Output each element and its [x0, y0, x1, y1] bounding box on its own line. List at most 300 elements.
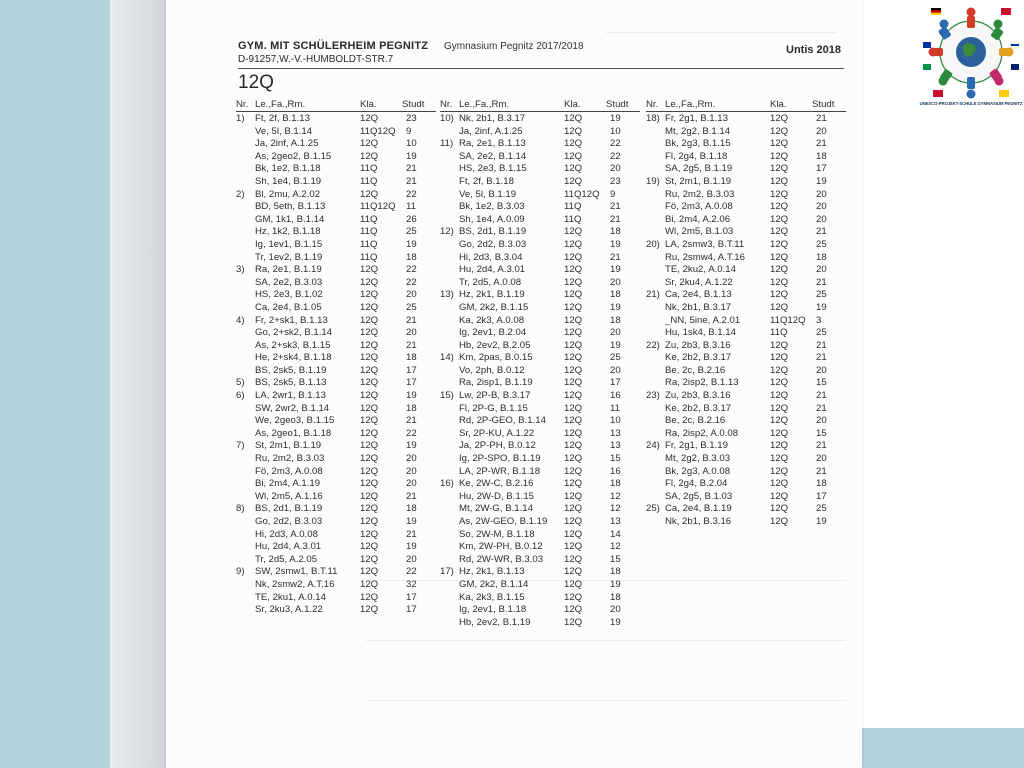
class-cell: 12Q: [360, 578, 379, 590]
school-name: GYM. MIT SCHÜLERHEIM PEGNITZ: [238, 40, 429, 52]
table-row: [236, 465, 436, 478]
class-cell: 11Q: [360, 175, 378, 187]
student-count: 19: [610, 339, 621, 351]
table-row: [440, 528, 640, 541]
course-column-1: [236, 99, 436, 616]
table-row: [646, 339, 846, 352]
table-row: [646, 452, 846, 465]
table-row: [646, 465, 846, 478]
table-row: [236, 603, 436, 616]
table-row: [440, 414, 640, 427]
class-cell: 12Q: [360, 327, 379, 339]
lesson-entry: Hz, 1k2, B.1.18: [255, 226, 321, 238]
student-count: 21: [816, 402, 827, 414]
table-row: [236, 414, 436, 427]
student-count: 25: [816, 503, 827, 515]
class-cell: 12Q: [360, 453, 379, 465]
table-row: [440, 112, 640, 125]
lesson-entry: Hu, 2W-D, B.1.15: [459, 490, 535, 502]
lesson-entry: Bi, 2m4, A.1.19: [255, 478, 321, 490]
student-count: 17: [816, 163, 827, 175]
logo-caption: UNESCO-PROJEKT-SCHULE GYMNASIUM PEGNITZ: [919, 101, 1023, 106]
lesson-entry: Hi, 2d3, B.3.04: [459, 251, 523, 263]
lesson-entry: Tr, 2d5, A.2.05: [255, 553, 318, 565]
class-cell: 12Q: [770, 339, 789, 351]
class-cell: 12Q: [564, 566, 583, 578]
table-row: [440, 251, 640, 264]
lesson-entry: SW, 2wr2, B.1.14: [255, 402, 330, 414]
table-row: [440, 200, 640, 213]
class-cell: 12Q: [360, 415, 379, 427]
class-cell: 12Q: [564, 490, 583, 502]
class-cell: 12Q: [564, 427, 583, 439]
class-cell: 12Q: [564, 175, 583, 187]
student-count: 26: [406, 213, 417, 225]
lesson-entry: He, 2+sk4, B.1.18: [255, 352, 332, 364]
lesson-entry: SW, 2smw1, B.T.11: [255, 566, 338, 578]
row-number: 17): [440, 566, 454, 578]
lesson-entry: Ra, 2isp2, A.0.08: [665, 427, 739, 439]
student-count: 21: [406, 175, 417, 187]
lesson-entry: Hi, 2d3, A.0.08: [255, 528, 318, 540]
row-number: 13): [440, 289, 454, 301]
class-cell: 12Q: [360, 364, 379, 376]
row-number: 16): [440, 478, 454, 490]
row-number: 8): [236, 503, 245, 515]
lesson-entry: GM, 1k1, B.1.14: [255, 213, 325, 225]
lesson-entry: As, 2geo1, B.1.18: [255, 427, 332, 439]
student-count: 20: [610, 327, 621, 339]
student-count: 15: [610, 553, 621, 565]
row-number: 19): [646, 175, 660, 187]
lesson-entry: Zu, 2b3, B.3.16: [665, 390, 731, 402]
table-row: [236, 301, 436, 314]
class-cell: 12Q: [770, 264, 789, 276]
table-row: [440, 150, 640, 163]
class-cell: 11Q: [360, 226, 378, 238]
student-count: 21: [406, 163, 417, 175]
table-row: [236, 125, 436, 138]
student-count: 20: [406, 553, 417, 565]
lesson-entry: Ke, 2W-C, B.2.16: [459, 478, 534, 490]
student-count: 21: [816, 339, 827, 351]
table-row: [236, 376, 436, 389]
class-cell: 11Q: [564, 213, 582, 225]
lesson-entry: BS, 2d1, B.1.19: [459, 226, 527, 238]
student-count: 12: [610, 541, 621, 553]
class-cell: 12Q: [564, 314, 583, 326]
class-cell: 12Q: [770, 276, 789, 288]
lesson-entry: Nk, 2b1, B.3.17: [665, 301, 732, 313]
lesson-entry: Ru, 2smw4, A.T.16: [665, 251, 745, 263]
table-row: [440, 502, 640, 515]
class-cell: 12Q: [360, 276, 379, 288]
lesson-entry: Bl, 2mu, A.2.02: [255, 188, 321, 200]
lesson-entry: Wl, 2m5, A.1.16: [255, 490, 323, 502]
class-cell: 12Q: [564, 465, 583, 477]
lesson-entry: As, 2W-GEO, B.1.19: [459, 516, 548, 527]
class-cell: 11Q: [360, 251, 378, 263]
student-count: 12: [610, 503, 621, 515]
class-cell: 12Q: [770, 440, 789, 452]
table-row: [646, 112, 846, 125]
class-cell: 12Q: [564, 604, 583, 616]
table-row: [440, 288, 640, 301]
table-row: [440, 565, 640, 578]
header-nr: Nr.: [646, 99, 659, 110]
lesson-entry: Ru, 2m2, B.3.03: [255, 453, 325, 465]
class-cell: 12Q: [360, 264, 379, 276]
lesson-entry: TE, 2ku1, A.0.14: [255, 591, 326, 603]
lesson-entry: Go, 2+sk2, B.1.14: [255, 327, 333, 339]
table-row: [236, 137, 436, 150]
lesson-entry: Sr, 2ku4, A.1.22: [665, 276, 733, 288]
table-row: [440, 591, 640, 604]
table-row: [440, 376, 640, 389]
table-row: [236, 112, 436, 125]
table-row: [440, 465, 640, 478]
lesson-entry: HS, 2e3, B.1.15: [459, 163, 527, 175]
row-number: 4): [236, 314, 245, 326]
table-row: [646, 427, 846, 440]
class-cell: 12Q: [564, 402, 583, 414]
class-cell: 12Q: [564, 352, 583, 364]
class-cell: 12Q: [360, 440, 379, 452]
table-row: [440, 326, 640, 339]
class-cell: 12Q: [770, 490, 789, 502]
class-cell: 12Q: [770, 163, 789, 175]
student-count: 18: [816, 251, 827, 263]
lesson-entry: Fl, 2g4, B.1.18: [665, 150, 728, 162]
table-row: [646, 477, 846, 490]
lesson-entry: Ja, 2P-PH, B.0.12: [459, 440, 536, 452]
table-row: [236, 515, 436, 528]
lesson-entry: Mt, 2W-G, B.1.14: [459, 503, 533, 515]
class-cell: 12Q: [770, 516, 789, 527]
student-count: 20: [816, 201, 827, 213]
class-cell: 12Q: [770, 352, 789, 364]
class-cell: 12Q: [360, 478, 379, 490]
student-count: 20: [816, 125, 827, 137]
background-left-band: [0, 0, 110, 768]
class-cell: 11Q: [360, 238, 378, 250]
class-cell: 12Q: [770, 465, 789, 477]
student-count: 11: [610, 402, 620, 414]
student-count: 21: [816, 113, 827, 124]
student-count: 22: [406, 188, 417, 200]
table-row: [440, 175, 640, 188]
table-row: [646, 200, 846, 213]
student-count: 18: [610, 314, 621, 326]
table-row: [646, 414, 846, 427]
lesson-entry: Ft, 2f, B.1.18: [459, 175, 514, 187]
row-number: 20): [646, 238, 660, 250]
class-cell: 12Q: [770, 301, 789, 313]
lesson-entry: Ka, 2k3, A.0.08: [459, 314, 525, 326]
student-count: 20: [610, 364, 621, 376]
header-lesson: Le.,Fa.,Rm.: [459, 99, 510, 110]
student-count: 18: [610, 478, 621, 490]
column-header: [440, 99, 640, 112]
column-header: [236, 99, 436, 112]
table-row: [236, 528, 436, 541]
lesson-entry: Zu, 2b3, B.3.16: [665, 339, 731, 351]
header-students: Studt: [402, 99, 425, 110]
class-cell: 12Q: [360, 553, 379, 565]
student-count: 21: [816, 352, 827, 364]
lesson-entry: Sh, 1e4, B.1.19: [255, 175, 322, 187]
class-cell: 12Q: [564, 377, 583, 389]
table-row: [646, 137, 846, 150]
student-count: 13: [610, 516, 621, 527]
student-count: 21: [816, 465, 827, 477]
class-cell: 12Q: [770, 402, 789, 414]
student-count: 22: [406, 276, 417, 288]
student-count: 19: [610, 238, 621, 250]
student-count: 10: [610, 415, 621, 427]
table-row: [440, 553, 640, 566]
student-count: 21: [610, 201, 621, 213]
row-number: 15): [440, 390, 454, 402]
row-number: 1): [236, 113, 245, 124]
lesson-entry: BD, 5eth, B.1.13: [255, 201, 326, 213]
row-number: 23): [646, 390, 660, 402]
class-cell: 12Q: [360, 465, 379, 477]
class-cell: 12Q: [564, 163, 583, 175]
student-count: 18: [610, 226, 621, 238]
student-count: 20: [816, 264, 827, 276]
student-count: 19: [610, 264, 621, 276]
table-row: [646, 364, 846, 377]
class-cell: 12Q: [360, 314, 379, 326]
header-nr: Nr.: [440, 99, 453, 110]
table-row: [646, 376, 846, 389]
lesson-entry: Ra, 2isp1, B.1.19: [459, 377, 533, 389]
student-count: 21: [610, 213, 621, 225]
table-row: [440, 439, 640, 452]
student-count: 19: [406, 150, 417, 162]
student-count: 12: [610, 490, 621, 502]
table-row: [236, 225, 436, 238]
class-cell: 12Q: [360, 339, 379, 351]
table-row: [236, 364, 436, 377]
lesson-entry: St, 2m1, B.1.19: [665, 175, 732, 187]
class-cell: 12Q: [564, 478, 583, 490]
class-cell: 12Q: [564, 150, 583, 162]
class-cell: 11Q12Q: [770, 314, 806, 326]
table-row: [440, 339, 640, 352]
table-row: [440, 603, 640, 616]
class-cell: 12Q: [360, 390, 379, 402]
class-cell: 12Q: [360, 604, 379, 616]
student-count: 19: [406, 516, 417, 527]
student-count: 20: [406, 478, 417, 490]
row-number: 22): [646, 339, 660, 351]
table-row: [236, 213, 436, 226]
lesson-entry: Lw, 2P-B, B.3.17: [459, 390, 531, 402]
class-cell: 12Q: [360, 591, 379, 603]
table-row: [646, 515, 846, 528]
header-lesson: Le.,Fa.,Rm.: [665, 99, 716, 110]
table-row: [440, 578, 640, 591]
table-row: [440, 515, 640, 528]
student-count: 25: [816, 238, 827, 250]
student-count: 20: [406, 453, 417, 465]
class-cell: 12Q: [770, 138, 789, 150]
bleed-through-line: [606, 32, 836, 33]
student-count: 32: [406, 578, 417, 590]
table-row: [236, 351, 436, 364]
lesson-entry: Nk, 2b1, B.3.17: [459, 113, 526, 124]
table-row: [236, 339, 436, 352]
student-count: 21: [610, 251, 621, 263]
lesson-entry: Be, 2c, B.2.16: [665, 415, 726, 427]
class-cell: 12Q: [564, 453, 583, 465]
student-count: 20: [406, 289, 417, 301]
lesson-entry: Sr, 2ku3, A.1.22: [255, 604, 323, 616]
lesson-entry: Ig, 2P-SPO, B.1.19: [459, 453, 541, 465]
class-cell: 12Q: [564, 251, 583, 263]
school-year: Gymnasium Pegnitz 2017/2018: [444, 41, 584, 52]
student-count: 16: [610, 465, 621, 477]
student-count: 22: [406, 264, 417, 276]
lesson-entry: BS, 2sk5, B.1.13: [255, 377, 327, 389]
lesson-entry: Ca, 2e4, B.1.13: [665, 289, 732, 301]
lesson-entry: Fl, 2P-G, B.1.15: [459, 402, 528, 414]
table-row: [440, 477, 640, 490]
table-row: [236, 238, 436, 251]
lesson-entry: LA, 2P-WR, B.1.18: [459, 465, 541, 477]
table-row: [236, 540, 436, 553]
class-cell: 12Q: [564, 113, 583, 124]
class-cell: 11Q: [360, 213, 378, 225]
lesson-entry: Fr, 2g1, B.1.19: [665, 440, 728, 452]
table-row: [236, 452, 436, 465]
student-count: 17: [406, 377, 417, 389]
unesco-school-logo-icon: [921, 2, 1021, 106]
class-cell: 12Q: [360, 138, 379, 150]
row-number: 9): [236, 566, 245, 578]
class-cell: 12Q: [564, 264, 583, 276]
class-cell: 12Q: [770, 478, 789, 490]
class-cell: 12Q: [564, 553, 583, 565]
table-row: [646, 301, 846, 314]
class-cell: 11Q: [770, 327, 788, 339]
lesson-entry: BS, 2sk5, B.1.19: [255, 364, 327, 376]
student-count: 17: [406, 604, 417, 616]
student-count: 20: [406, 465, 417, 477]
student-count: 18: [610, 591, 621, 603]
lesson-entry: Km, 2pas, B.0.15: [459, 352, 533, 364]
lesson-entry: Wl, 2m5, B.1.03: [665, 226, 734, 238]
student-count: 22: [610, 150, 621, 162]
class-cell: 12Q: [770, 113, 789, 124]
class-cell: 12Q: [360, 301, 379, 313]
class-cell: 12Q: [770, 364, 789, 376]
course-list: [236, 112, 436, 616]
table-row: [646, 162, 846, 175]
class-cell: 12Q: [770, 503, 789, 515]
row-number: 7): [236, 440, 245, 452]
lesson-entry: Ke, 2b2, B.3.17: [665, 402, 732, 414]
table-row: [440, 276, 640, 289]
row-number: 5): [236, 377, 245, 389]
row-number: 11): [440, 138, 454, 150]
class-cell: 12Q: [770, 427, 789, 439]
class-cell: 12Q: [564, 516, 583, 527]
header-rule: [238, 68, 844, 69]
class-cell: 12Q: [770, 175, 789, 187]
lesson-entry: SA, 2g5, B.1.19: [665, 163, 733, 175]
table-row: [440, 263, 640, 276]
lesson-entry: Ig, 2ev1, B.1.18: [459, 604, 527, 616]
student-count: 15: [816, 377, 827, 389]
class-cell: 12Q: [360, 113, 379, 124]
lesson-entry: Hu, 2d4, A.3.01: [255, 541, 322, 553]
class-cell: 12Q: [564, 528, 583, 540]
lesson-entry: Fö, 2m3, A.0.08: [665, 201, 733, 213]
student-count: 17: [406, 591, 417, 603]
class-cell: 12Q: [564, 578, 583, 590]
class-cell: 12Q: [770, 213, 789, 225]
student-count: 21: [816, 226, 827, 238]
table-row: [236, 553, 436, 566]
table-row: [646, 439, 846, 452]
class-cell: 12Q: [770, 390, 789, 402]
student-count: 18: [816, 478, 827, 490]
table-row: [440, 364, 640, 377]
class-cell: 12Q: [564, 238, 583, 250]
column-header: [646, 99, 846, 112]
lesson-entry: Rd, 2P-GEO, B.1.14: [459, 415, 546, 427]
class-cell: 12Q: [564, 125, 583, 137]
lesson-entry: Ca, 2e4, B.1.19: [665, 503, 732, 515]
lesson-entry: Rd, 2W-WR, B.3.03: [459, 553, 544, 565]
table-row: [646, 251, 846, 264]
student-count: 20: [816, 453, 827, 465]
class-cell: 12Q: [360, 516, 379, 527]
class-cell: 12Q: [360, 352, 379, 364]
student-count: 21: [406, 528, 417, 540]
table-row: [440, 301, 640, 314]
lesson-entry: Go, 2d2, B.3.03: [255, 516, 323, 527]
class-cell: 12Q: [564, 301, 583, 313]
student-count: 21: [816, 138, 827, 150]
table-row: [646, 263, 846, 276]
lesson-entry: Bk, 1e2, B.1.18: [255, 163, 321, 175]
student-count: 25: [816, 289, 827, 301]
table-row: [236, 200, 436, 213]
table-row: [646, 238, 846, 251]
student-count: 21: [406, 314, 417, 326]
student-count: 17: [610, 377, 621, 389]
lesson-entry: Tr, 1ev2, B.1.19: [255, 251, 323, 263]
class-cell: 12Q: [564, 591, 583, 603]
row-number: 6): [236, 390, 245, 402]
student-count: 20: [816, 415, 827, 427]
student-count: 18: [406, 402, 417, 414]
student-count: 19: [406, 440, 417, 452]
student-count: 21: [816, 440, 827, 452]
table-row: [646, 502, 846, 515]
student-count: 18: [610, 289, 621, 301]
student-count: 9: [610, 188, 616, 200]
student-count: 21: [406, 339, 417, 351]
lesson-entry: Fr, 2g1, B.1.13: [665, 113, 728, 124]
student-count: 18: [610, 566, 621, 578]
row-number: 14): [440, 352, 454, 364]
class-cell: 12Q: [360, 528, 379, 540]
